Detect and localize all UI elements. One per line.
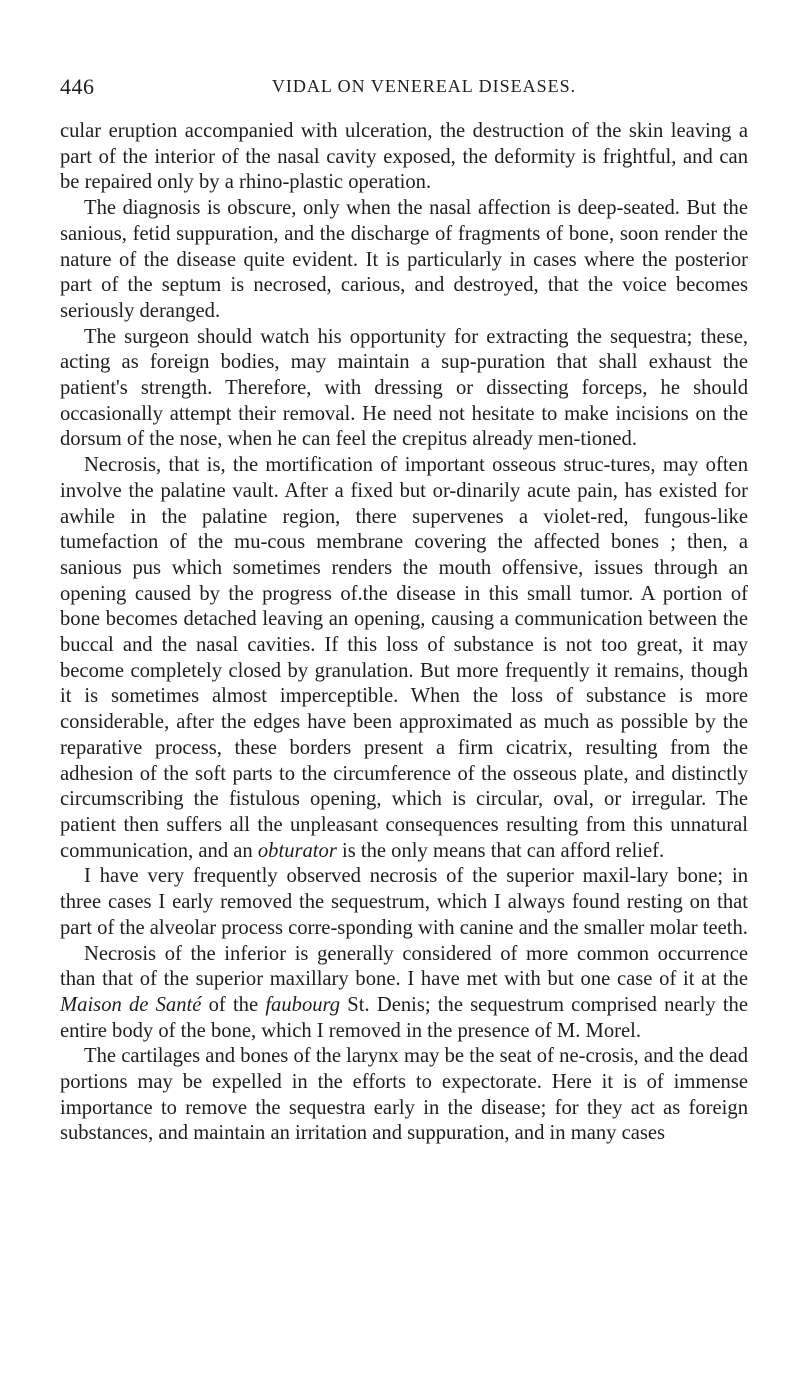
page-header <box>60 74 748 104</box>
page-number: 446 <box>60 74 95 99</box>
paragraph-diagnosis: The diagnosis is obscure, only when the nasal affection is deep-seated. But the sanious, fetid suppuration, and the discharge of fragments of bone, soon render the nature of the disease quite evident. It is particularly in cases where the posterior part of the septum is necrosed, carious, and destroyed, that the voice becomes seriously deranged. <box>60 197 748 322</box>
paragraph-inferior-maxillary: Necrosis of the inferior is generally considered of more common occurrence than that of the superior maxillary bone. I have met with but one case of it at the Maison de Santé of the faubourg St. Denis; the sequestrum comprised nearly the entire body of the bone, which I removed in the presence of M. Morel. <box>60 942 748 1042</box>
body-text <box>60 119 748 1147</box>
paragraph-larynx: The cartilages and bones of the larynx may be the seat of ne-crosis, and the dead portions may be expelled in the efforts to expectorate. Here it is of immense importance to remove the sequestra early in the disease; for they act as foreign substances, and maintain an irritation and suppuration, and in many cases <box>60 1045 748 1145</box>
running-head: VIDAL ON VENEREAL DISEASES. <box>271 76 577 96</box>
paragraph-continued: cular eruption accompanied with ulceration, the destruction of the skin leaving a part of the interior of the nasal cavity exposed, the deformity is frightful, and can be repaired only by a rhino-plastic operation. <box>60 120 748 194</box>
paragraph-superior-maxillary: I have very frequently observed necrosis of the superior maxil-lary bone; in three cases I early removed the sequestrum, which I always found resting on that part of the alveolar process corre-sponding with canine and the smaller molar teeth. <box>60 865 748 939</box>
paragraph-palatine-necrosis: Necrosis, that is, the mortification of important osseous struc-tures, may often involve the palatine vault. After a fixed but or-dinarily acute pain, has existed for awhile in the palatine region, there supervenes a violet-red, fungous-like tumefaction of the mu-cous membrane covering the affected bones ; then, a sanious pus which sometimes renders the mouth offensive, issues through an opening caused by the progress of.the disease in this small tumor. A portion of bone becomes detached leaving an opening, causing a communication between the buccal and the nasal cavities. If this loss of substance is not too great, it may become completely closed by granulation. But more frequently it remains, though it is sometimes almost imperceptible. When the loss of substance is more considerable, after the edges have been approximated as much as possible by the reparative process, these borders present a firm cicatrix, resulting from the adhesion of the soft parts to the circumference of the osseous plate, and distinctly circumscribing the fistulous opening, which is circular, oval, or irregular. The patient then suffers all the unpleasant consequences resulting from this unnatural communication, and an obturator is the only means that can afford relief. <box>60 454 748 862</box>
italic-term: obturator <box>257 839 337 862</box>
italic-term: faubourg <box>265 993 341 1016</box>
paragraph-sequestra: The surgeon should watch his opportunity for extracting the sequestra; these, acting as foreign bodies, may maintain a sup-puration that shall exhaust the patient's strength. Therefore, with dressing or dissecting forceps, he should occasionally attempt their removal. He need not hesitate to make incisions on the dorsum of the nose, when he can feel the crepitus already men-tioned. <box>60 325 748 451</box>
italic-term: Maison de Santé <box>60 993 202 1016</box>
